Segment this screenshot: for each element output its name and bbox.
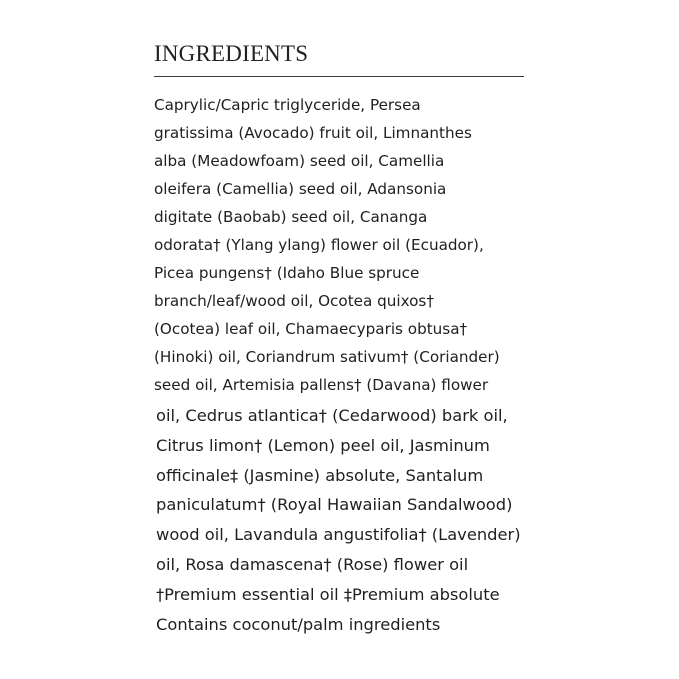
- footnote-legend: †Premium essential oil ‡Premium absolute: [156, 584, 500, 604]
- ingredients-text-block-1: [154, 91, 500, 399]
- ingredients-line: Caprylic/Capric triglyceride, Persea: [154, 96, 421, 114]
- ingredients-line: seed oil, Artemisia pallens† (Davana) flower: [154, 376, 489, 394]
- ingredients-text-block-2: [156, 401, 521, 639]
- ingredients-line: (Hinoki) oil, Coriandrum sativum† (Coriander): [154, 348, 500, 366]
- ingredients-line: officinale‡ (Jasmine) absolute, Santalum: [156, 465, 484, 485]
- ingredients-line: oleifera (Camellia) seed oil, Adansonia: [154, 180, 447, 198]
- ingredients-line: gratissima (Avocado) fruit oil, Limnanthes: [154, 124, 472, 142]
- heading-divider: [154, 76, 524, 77]
- ingredients-line: Citrus limon† (Lemon) peel oil, Jasminum: [156, 435, 490, 455]
- ingredients-line: alba (Meadowfoam) seed oil, Camellia: [154, 152, 445, 170]
- ingredients-line: wood oil, Lavandula angustifolia† (Lavender): [156, 525, 521, 545]
- allergen-note: Contains coconut/palm ingredients: [156, 614, 441, 634]
- ingredients-heading: INGREDIENTS: [154, 41, 309, 66]
- ingredients-line: oil, Rosa damascena† (Rose) flower oil: [156, 554, 469, 574]
- ingredients-line: paniculatum† (Royal Hawaiian Sandalwood): [156, 495, 513, 515]
- ingredients-line: digitate (Baobab) seed oil, Cananga: [154, 208, 428, 226]
- ingredients-line: odorata† (Ylang ylang) flower oil (Ecuador),: [154, 236, 484, 254]
- ingredients-line: oil, Cedrus atlantica† (Cedarwood) bark oil,: [156, 406, 508, 425]
- ingredients-line: branch/leaf/wood oil, Ocotea quixos†: [154, 292, 434, 310]
- ingredients-line: Picea pungens† (Idaho Blue spruce: [154, 264, 420, 282]
- ingredients-line: (Ocotea) leaf oil, Chamaecyparis obtusa†: [154, 320, 468, 338]
